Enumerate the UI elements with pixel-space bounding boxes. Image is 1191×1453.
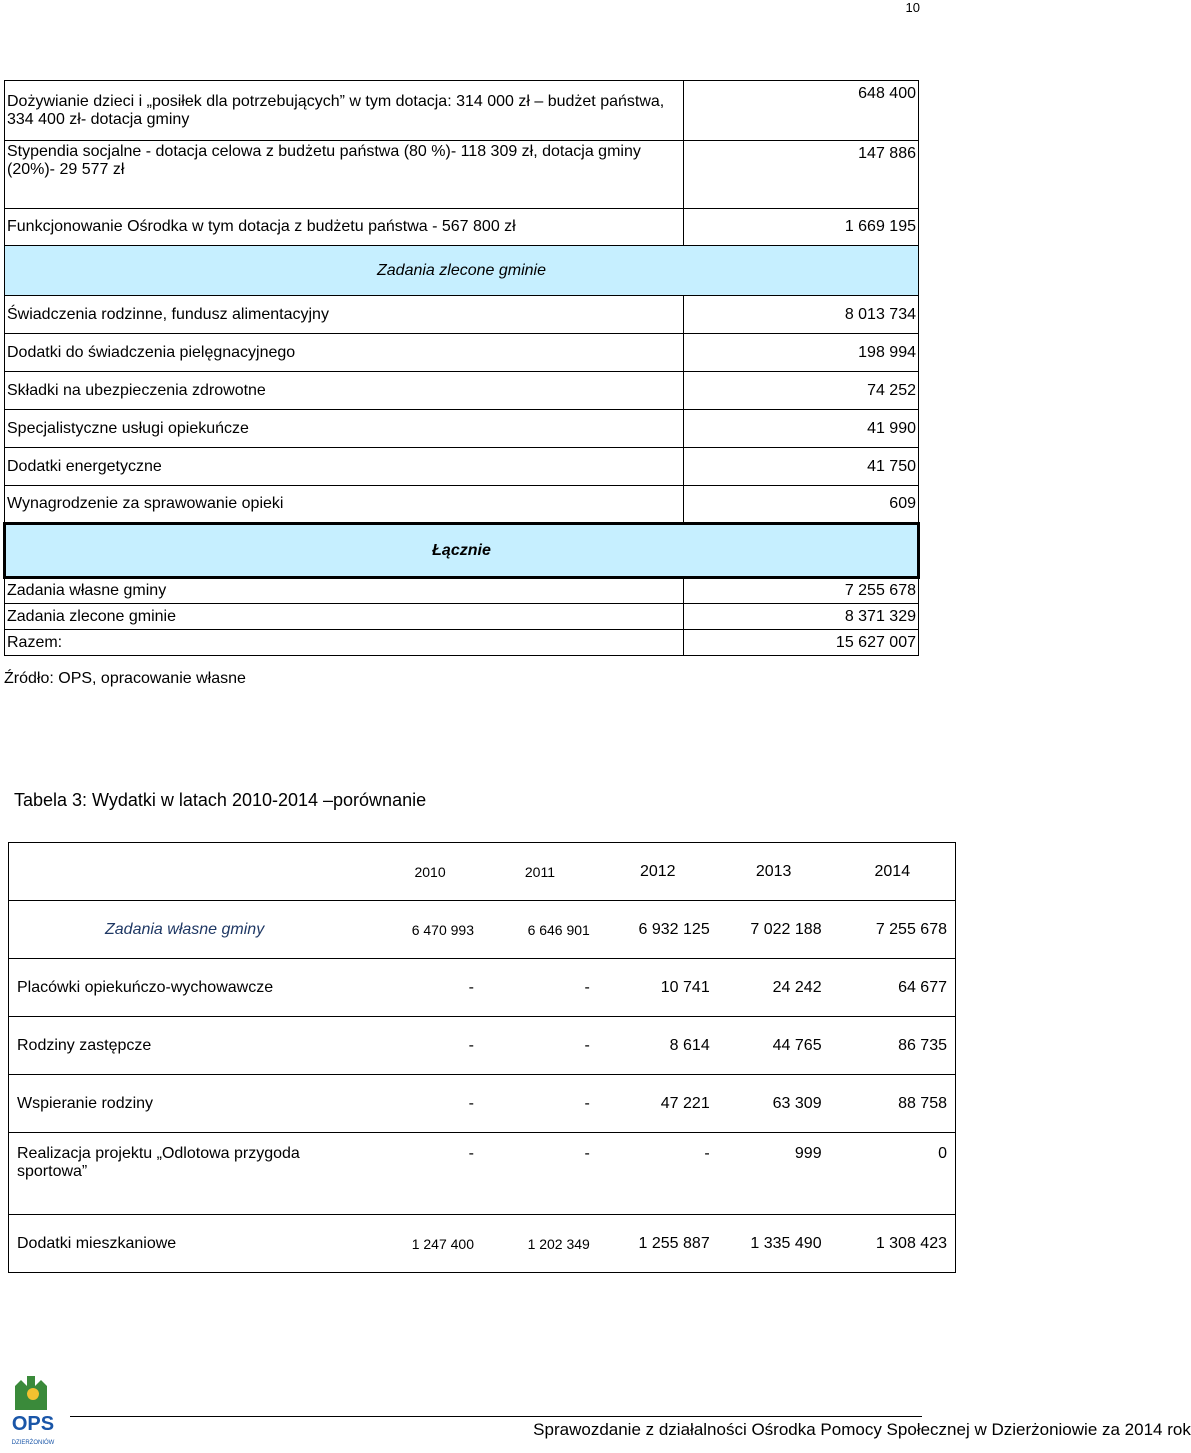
table-row [9,901,956,959]
ops-logo-graphic [5,1372,61,1448]
cell-value: - [482,1075,598,1133]
year-header: 2012 [598,843,718,901]
row-label: Dodatki mieszkaniowe [9,1215,379,1273]
row-label: Specjalistyczne usługi opiekuńcze [5,410,684,448]
table-row [5,410,919,448]
cell-value: 999 [718,1133,830,1215]
cell-value: 6 470 993 [378,901,482,959]
row-label: Rodziny zastępcze [9,1017,379,1075]
row-label: Dodatki energetyczne [5,448,684,486]
row-label: Świadczenia rodzinne, fundusz alimentacyjny [5,296,684,334]
row-value: 198 994 [683,334,918,372]
table-row [5,334,919,372]
table-caption: Tabela 3: Wydatki w latach 2010-2014 –porównanie [14,790,427,810]
row-value: 147 886 [683,141,918,209]
row-value: 648 400 [683,81,918,141]
cell-value: - [378,959,482,1017]
row-value: 15 627 007 [683,630,918,656]
table-row [5,81,919,141]
cell-value: 0 [830,1133,956,1215]
table-row [9,959,956,1017]
row-label: Składki na ubezpieczenia zdrowotne [5,372,684,410]
row-label: Dożywianie dzieci i „posiłek dla potrzebujących” w tym dotacja: 314 000 zł – budżet państwa, 334 400 zł- dotacja gminy [5,81,684,141]
footer-divider [70,1416,922,1417]
row-value: 7 255 678 [683,578,918,604]
section-header: Zadania zlecone gminie [5,246,919,296]
cell-value: 24 242 [718,959,830,1017]
row-label: Razem: [5,630,684,656]
row-value: 41 750 [683,448,918,486]
cell-value: 8 614 [598,1017,718,1075]
table-row [5,141,919,209]
cell-value: 6 646 901 [482,901,598,959]
year-header-row [9,843,956,901]
page-number: 10 [905,0,920,15]
cell-value: 1 308 423 [830,1215,956,1273]
table-row [9,1075,956,1133]
cell-value: - [482,959,598,1017]
logo-text: OPS [11,1413,55,1435]
cell-value: 88 758 [830,1075,956,1133]
row-label: Wynagrodzenie za sprawowanie opieki [5,486,684,524]
footer-text: Sprawozdanie z działalności Ośrodka Pomocy Społecznej w Dzierżoniowie za 2014 rok [533,1420,1191,1439]
table-row [9,1017,956,1075]
cell-value: - [598,1133,718,1215]
cell-value: 1 335 490 [718,1215,830,1273]
table-row [5,209,919,246]
cell-value: 64 677 [830,959,956,1017]
cell-value: 6 932 125 [598,901,718,959]
table-row [5,486,919,524]
table-row [5,578,919,604]
table-row [9,1133,956,1215]
table-row [5,372,919,410]
cell-value: - [378,1133,482,1215]
cell-value: 1 247 400 [378,1215,482,1273]
year-header: 2013 [718,843,830,901]
expenditure-table [3,80,920,656]
row-label: Funkcjonowanie Ośrodka w tym dotacja z budżetu państwa - 567 800 zł [5,209,684,246]
cell-value: - [378,1017,482,1075]
table-row [9,1215,956,1273]
table-row [5,604,919,630]
year-header: 2010 [378,843,482,901]
row-label: Realizacja projektu „Odlotowa przygoda sportowa” [9,1133,379,1215]
table-row [5,630,919,656]
cell-value: 7 022 188 [718,901,830,959]
cell-value: - [378,1075,482,1133]
row-value: 8 371 329 [683,604,918,630]
table-row [5,448,919,486]
row-value: 74 252 [683,372,918,410]
cell-value: 1 255 887 [598,1215,718,1273]
logo-sun-shape [27,1388,39,1400]
year-header: 2014 [830,843,956,901]
row-label: Placówki opiekuńczo-wychowawcze [9,959,379,1017]
cell-value: 47 221 [598,1075,718,1133]
cell-value: 86 735 [830,1017,956,1075]
row-value: 1 669 195 [683,209,918,246]
total-header-row [5,524,919,578]
cell-value: 7 255 678 [830,901,956,959]
total-header: Łącznie [5,524,919,578]
row-value: 609 [683,486,918,524]
cell-value: 63 309 [718,1075,830,1133]
row-label: Zadania zlecone gminie [5,604,684,630]
row-label: Stypendia socjalne - dotacja celowa z budżetu państwa (80 %)- 118 309 zł, dotacja gminy (20%)- 29 577 zł [5,141,684,209]
row-value: 41 990 [683,410,918,448]
section-header-row [5,246,919,296]
logo-subtext: DZIERŻONIÓW [11,1440,55,1446]
row-label: Zadania własne gminy [9,901,379,959]
expenses-comparison-table [8,842,956,1273]
cell-value: 10 741 [598,959,718,1017]
table-row [5,296,919,334]
cell-value: 1 202 349 [482,1215,598,1273]
cell-value: - [482,1017,598,1075]
row-value: 8 013 734 [683,296,918,334]
row-label: Dodatki do świadczenia pielęgnacyjnego [5,334,684,372]
year-header: 2011 [482,843,598,901]
row-label: Zadania własne gminy [5,578,684,604]
ops-logo [5,1372,61,1448]
source-note: Źródło: OPS, opracowanie własne [4,670,246,687]
cell-value: 44 765 [718,1017,830,1075]
header-empty-cell [9,843,379,901]
cell-value: - [482,1133,598,1215]
row-label: Wspieranie rodziny [9,1075,379,1133]
